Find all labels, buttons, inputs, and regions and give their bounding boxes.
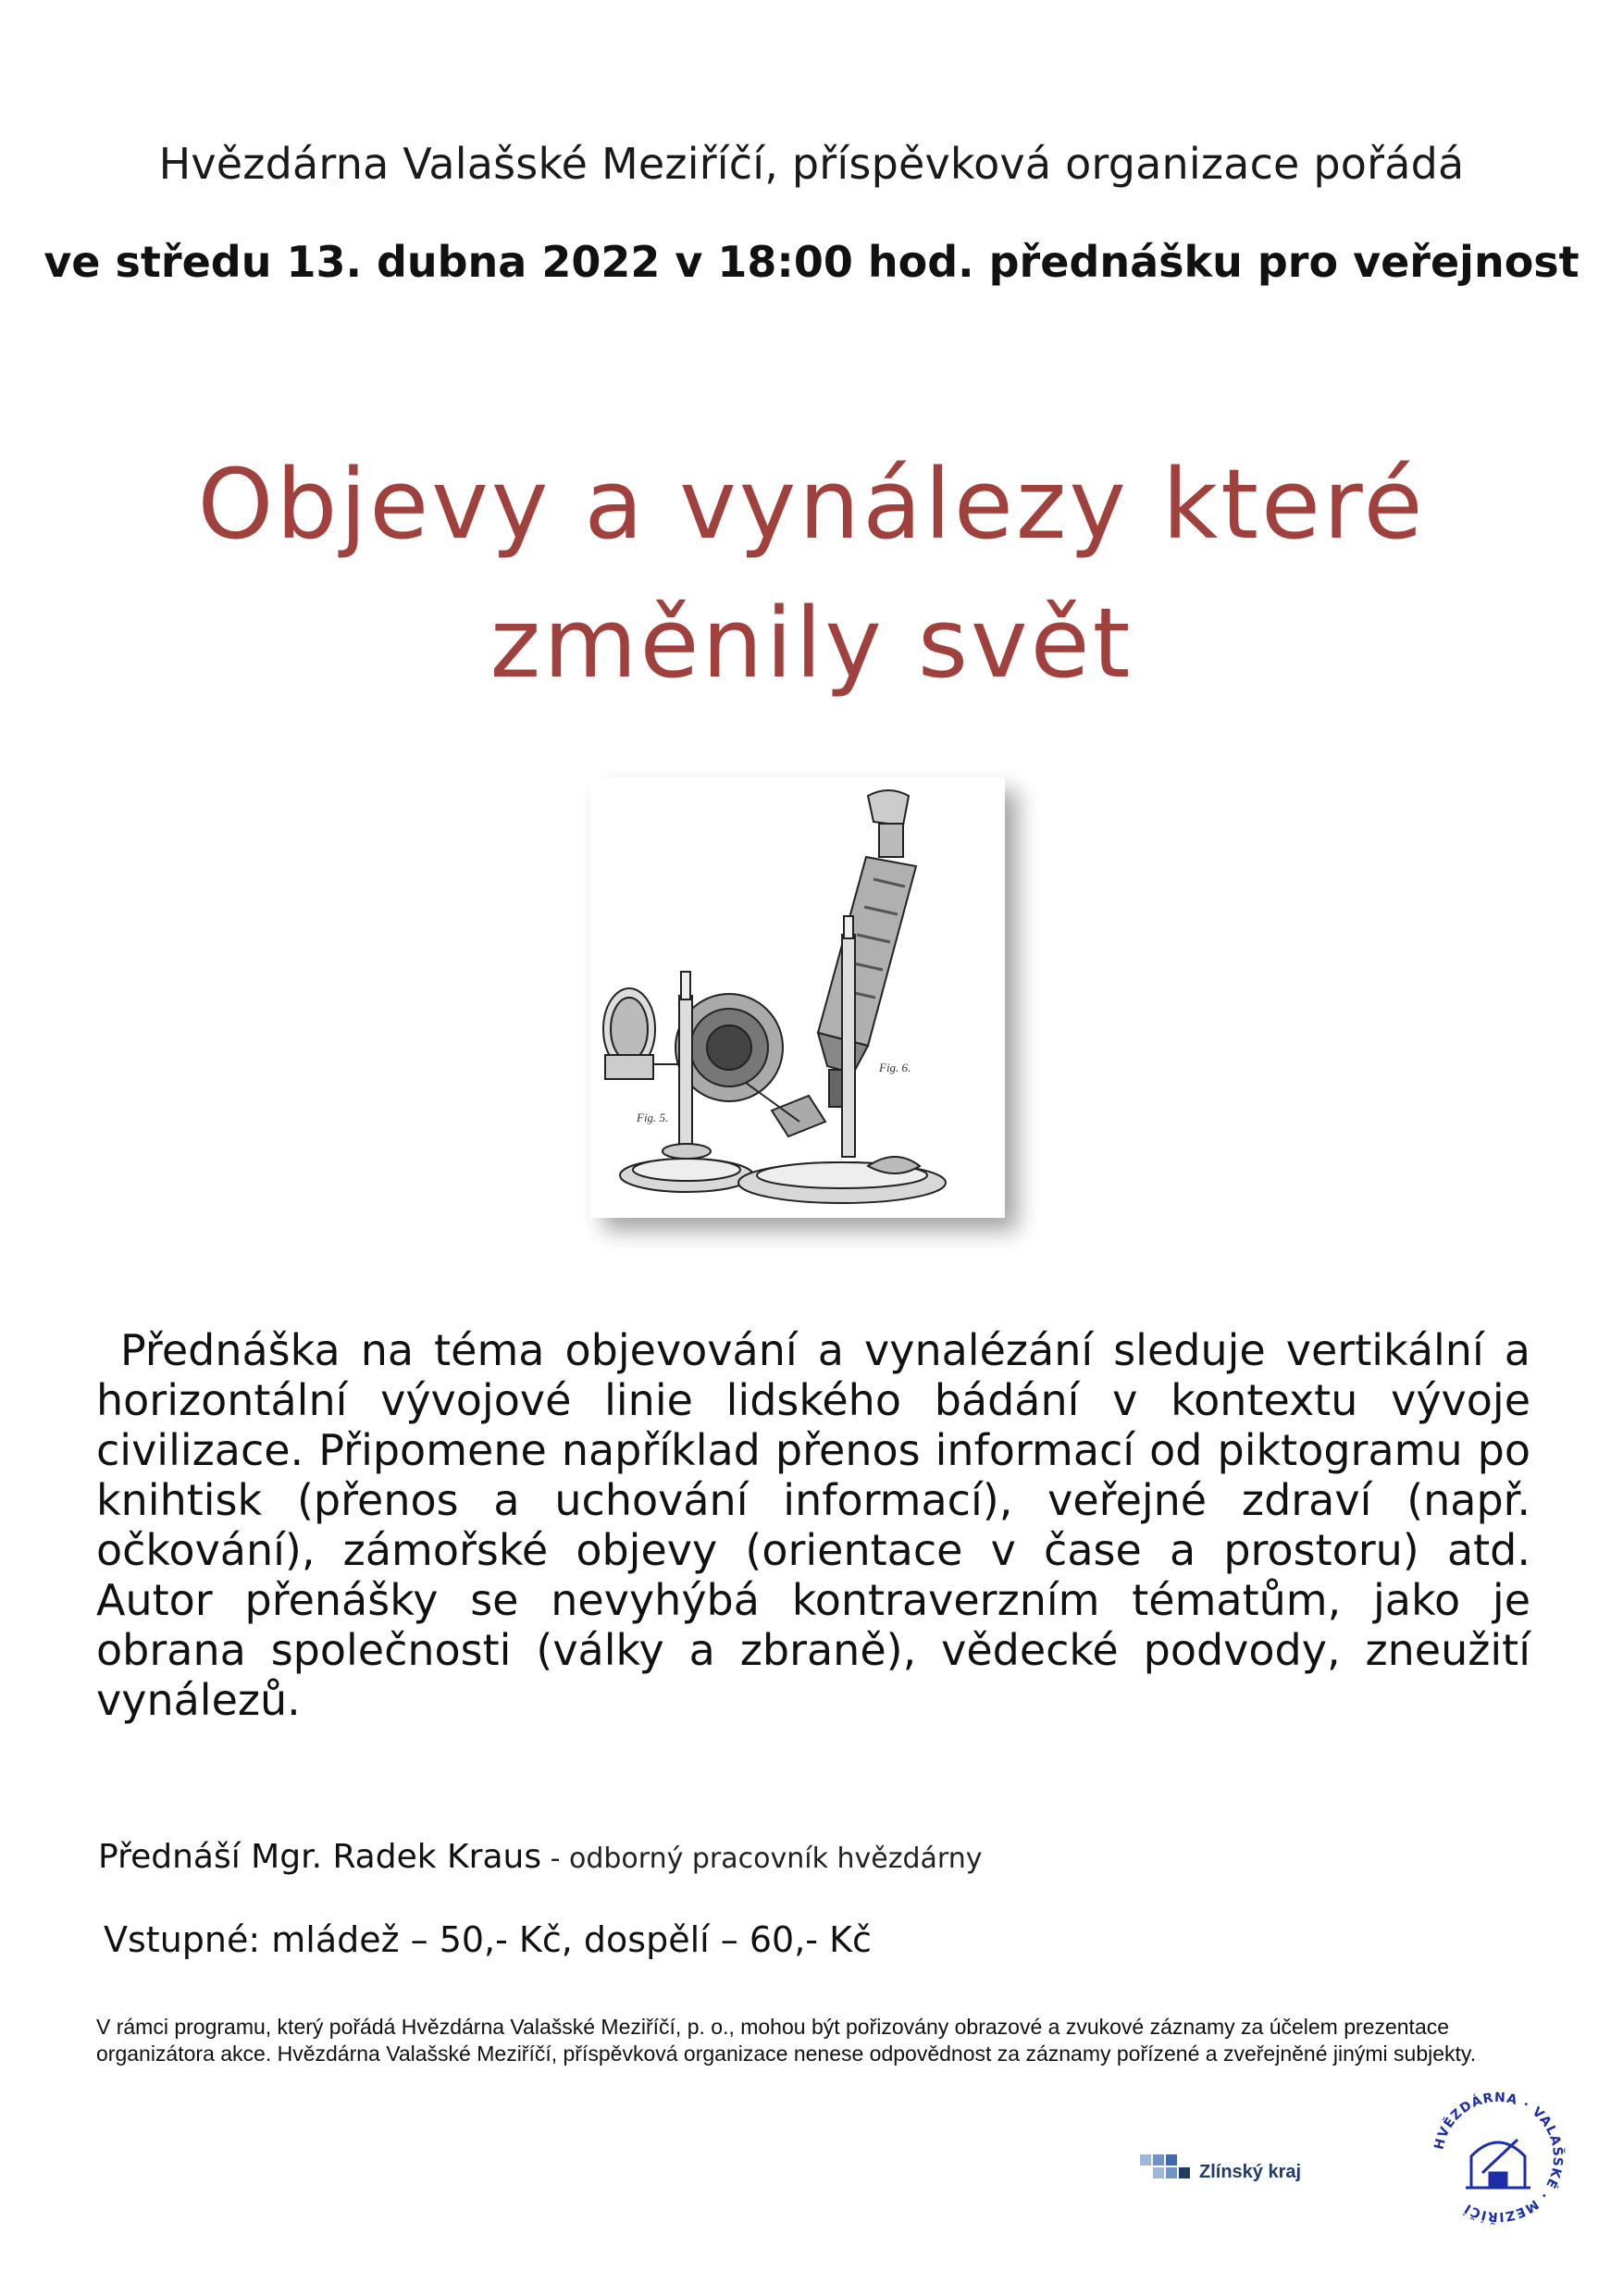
lecture-title-line-1: Objevy a vynálezy které xyxy=(197,448,1426,561)
speaker-role: - odborný pracovník hvězdárny xyxy=(541,1843,983,1875)
observatory-ring-text: HVĚZDÁRNA · VALAŠSKÉ · MEZIŘÍČÍ xyxy=(1431,2090,1566,2225)
speaker-name: Přednáší Mgr. Radek Kraus xyxy=(98,1838,542,1876)
lecture-abstract: Přednáška na téma objevování a vynalézání sleduje vertikální a horizontální vývojové linie lidského bádání v kontextu vývoje civilizace. Připomene například přenos informací od piktogramu po knihtisk (přenos a uchování informací), veřejné zdraví (např. očkování), zámořské objevy (orientace v čase a prostoru) atd. Autor přenášky se nevyhýbá kontraverzním tématům, jako je obrana společnosti (války a zbraně), vědecké podvody, zneužití vynálezů. xyxy=(96,1325,1530,1725)
compound-microscope xyxy=(738,790,946,1203)
admission-fee: Vstupné: mládež – 50,- Kč, dospělí – 60,- Kč xyxy=(104,1919,872,1960)
microscope-illustration xyxy=(590,777,1005,1218)
lecture-title xyxy=(0,435,1623,713)
observatory-emblem xyxy=(1425,2084,1571,2230)
microscope-engraving xyxy=(590,777,1005,1218)
observatory-logo xyxy=(1425,2084,1571,2230)
lamp-apparatus xyxy=(603,972,783,1192)
organizer-line: Hvězdárna Valašské Meziříčí, příspěvková organizace pořádá xyxy=(158,139,1465,189)
fig-5-label: Fig. 5. xyxy=(637,1111,669,1124)
fig-6-label: Fig. 6. xyxy=(879,1061,911,1074)
zlinsky-kraj-logo xyxy=(1140,2147,1307,2190)
event-date-line: ve středu 13. dubna 2022 v 18:00 hod. přednášku pro veřejnost xyxy=(43,237,1580,287)
region-squares-icon xyxy=(1140,2147,1194,2190)
speaker-line xyxy=(98,1838,982,1876)
recording-disclaimer: V rámci programu, který pořádá Hvězdárna Valašské Meziříčí, p. o., mohou být pořizovány obrazové a zvukové záznamy za účelem prezentace organizátora akce. Hvězdárna Valašské Meziříčí, příspěvková organizace nenese odpovědnost za záznamy pořízené a zveřejněné jinými subjekty. xyxy=(96,2015,1477,2066)
region-name: Zlínský kraj xyxy=(1199,2162,1302,2182)
lecture-title-line-2: změnily svět xyxy=(489,587,1134,700)
telescope-dome-icon xyxy=(1466,2140,1530,2188)
